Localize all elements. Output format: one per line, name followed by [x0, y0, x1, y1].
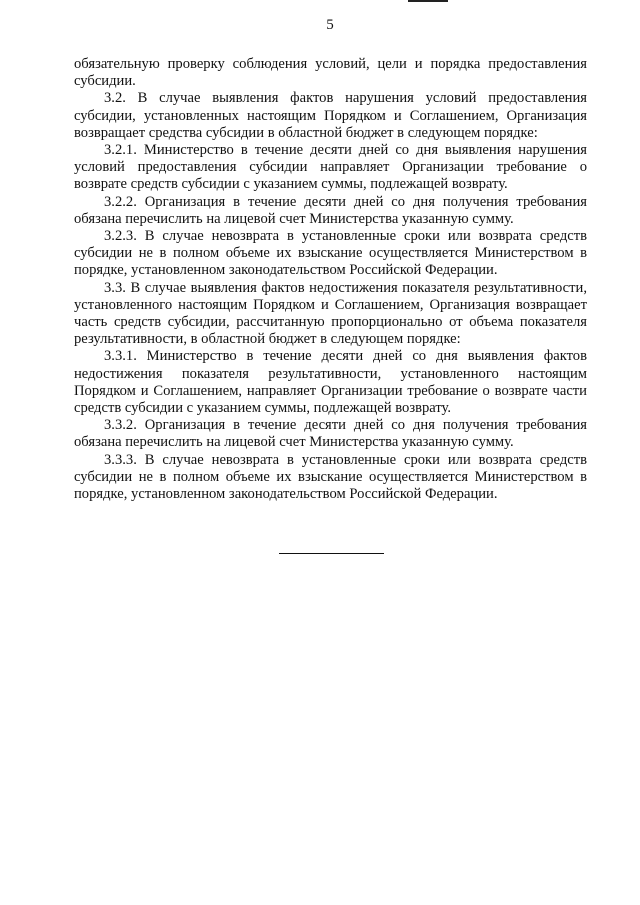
top-edge-mark — [408, 0, 448, 2]
paragraph-3-3-3: 3.3.3. В случае невозврата в установленные сроки или возврата средств субсидии не в полном объеме их взыскание осуществляется Министерством в порядке, установленном законодательством Российской Федерации. — [74, 451, 587, 503]
paragraph-3-3-2: 3.3.2. Организация в течение десяти дней со дня получения требования обязана перечислить на лицевой счет Министерства указанную сумму. — [74, 417, 587, 451]
end-of-document-rule — [279, 553, 384, 554]
paragraph-3-2-3: 3.2.3. В случае невозврата в установленные сроки или возврата средств субсидии не в полном объеме их взыскание осуществляется Министерством в порядке, установленном законодательством Российской Федерации. — [74, 228, 587, 279]
paragraph-3-3-1: 3.3.1. Министерство в течение десяти дней со дня выявления фактов недостижения показателя результативности, установленного настоящим Порядком и Соглашением, направляет Организации требование о возврате части средств субсидии с указанием суммы, подлежащей возврату. — [74, 348, 587, 417]
paragraph-3-2: 3.2. В случае выявления фактов нарушения условий предоставления субсидии, установленных настоящим Порядком и Соглашением, Организация возвращает средства субсидии в областной бюджет в следующем порядке: — [74, 90, 587, 141]
document-body — [74, 56, 587, 503]
paragraph-3-2-2: 3.2.2. Организация в течение десяти дней со дня получения требования обязана перечислить на лицевой счет Министерства указанную сумму. — [74, 193, 587, 227]
paragraph-3-3: 3.3. В случае выявления фактов недостижения показателя результативности, установленного настоящим Порядком и Соглашением, Организация возвращает часть средств субсидии, рассчитанную пропорционально от объема показателя результативности, в областной бюджет в следующем порядке: — [74, 279, 587, 348]
paragraph-continuation: обязательную проверку соблюдения условий, цели и порядка предоставления субсидии. — [74, 56, 587, 90]
page-number: 5 — [326, 17, 334, 33]
paragraph-3-2-1: 3.2.1. Министерство в течение десяти дней со дня выявления нарушения условий предоставления субсидии направляет Организации требование о возврате средств субсидии с указанием суммы, подлежащей возврату. — [74, 142, 587, 193]
